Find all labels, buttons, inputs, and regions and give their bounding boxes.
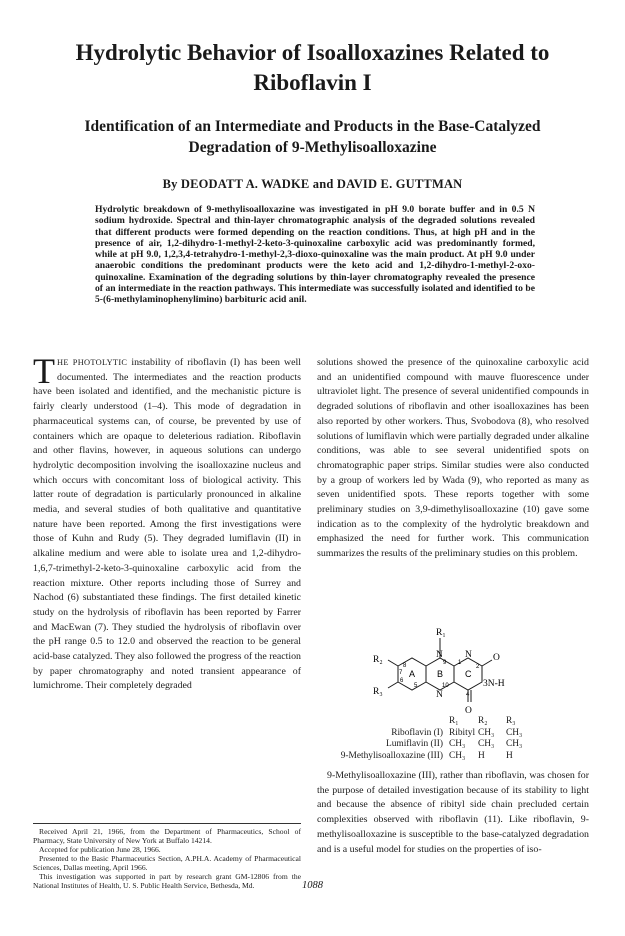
- left-column-text: instability of riboflavin (I) has been well documented. The intermediates and the reaction products have been isolated and identified, and the mechanistic picture is fairly clearly understood (1–4). This mode of degradation in pharmaceutical systems can, of course, be prevented by use of containers which are opaque to deleterious radiation. Riboflavin and other flavins, however, in aqueous solutions can undergo hydrolytic decomposition involving the isoalloxazine nucleus and which occurs with concomitant loss of biological activity. This latter route of degradation is particularly pronounced in alkaline media, and several studies of both qualitative and quantitative nature have been reported. Among the first investigations were those of Kuhn and Rudy (5). They degraded lumiflavin (II) in alkaline medium and were able to isolate urea and 1,2-dihydro-1,6,7-trimethyl-2-keto-3-quinoxaline carboxylic acid from the reaction mixture. Other reports including those of Surrey and Nachod (6) substantiated these findings. The first detailed kinetic study on the hydrolysis of riboflavin has been reported by Farrer and MacEwan (7). They studied the hydrolysis of riboflavin over the pH range 0.5 to 12.0 and observed the reaction to be general acid-base catalyzed. They also followed the progress of the reaction by paper chromatography and noted transient appearance of lumichrome. Their completely degraded: [33, 357, 301, 692]
- table-row: [317, 751, 589, 763]
- r3-value: CH₃: [506, 739, 523, 750]
- footnote-presented: Presented to the Basic Pharmaceutics Section, A.PH.A. Academy of Pharmaceutical Sciences, Dallas meeting, April 1966.: [33, 854, 301, 872]
- compound-name: Riboflavin (I): [391, 727, 443, 738]
- r3-value: CH₃: [506, 727, 523, 738]
- author-line: By DEODATT A. WADKE and DAVID E. GUTTMAN: [162, 177, 463, 191]
- r2-value: H: [478, 750, 485, 761]
- r3-label: R₃: [373, 687, 383, 697]
- abstract: Hydrolytic breakdown of 9-methylisoalloxazine was investigated in pH 9.0 borate buffer and in 0.5 N sodium hydroxide. Spectral and thin-layer chromatographic analysis of the degraded solutions revealed that different products were formed depending on the reaction conditions. Thus, at high pH and in the presence of air, 1,2-dihydro-1-methyl-2-keto-3-quinoxaline carboxylic acid was predominantly formed, while at pH 9.0, 1,2,3,4-tetrahydro-1-methyl-2,3-dioxo-quinoxaline was the main product. At pH 9.0 under anaerobic conditions the predominant products were the keto acid and 1,2-dihydro-1-methyl-2-oxo-quinoxaline. Examination of the degrading solutions by thin-layer chromatography revealed the presence of an intermediate in the reaction pathways. This intermediate was successfully isolated and identified to be 5-(6-methylaminophenylimino) barbituric acid anil.: [95, 204, 535, 306]
- table-row: [317, 728, 589, 740]
- atom-number-1: 1: [458, 660, 462, 666]
- atom-number-2: 2: [476, 664, 480, 670]
- r2-bond: [388, 660, 398, 666]
- n-right-label: N: [465, 650, 472, 660]
- ring-a-label: A: [409, 669, 416, 679]
- left-column: [33, 351, 301, 694]
- r1-value: Ribityl: [449, 727, 476, 738]
- article-subtitle: Identification of an Intermediate and Products in the Base-Catalyzed Degradation of 9-Methylisoalloxazine: [84, 118, 541, 156]
- right-column-bottom: 9-Methylisoalloxazine (III), rather than riboflavin, was chosen for the purpose of detailed investigation because of its stability to light and because the absence of ribityl side chain precluded certain complexities observed with riboflavin (11). Like riboflavin, 9-methylisoalloxazine is susceptible to the base-catalyzed degradation and is a useful model for studies on the properties of iso-: [317, 770, 589, 855]
- header-r3: R₃: [506, 716, 516, 726]
- header-r1: R₁: [449, 716, 459, 726]
- compound-name: Lumiflavin (II): [385, 739, 443, 750]
- atom-number-5: 5: [414, 683, 418, 689]
- atom-number-7: 7: [399, 670, 403, 676]
- isoalloxazine-structure: [370, 624, 545, 724]
- footnote-accepted: Accepted for publication June 28, 1966.: [39, 845, 161, 854]
- r3-bond: [388, 682, 398, 688]
- ring-c-label: C: [465, 669, 472, 679]
- article-title: Hydrolytic Behavior of Isoalloxazines Related to Riboflavin I: [75, 40, 550, 95]
- r2-value: CH₃: [478, 739, 495, 750]
- table-header-row: [317, 716, 589, 728]
- r3-value: H: [506, 750, 513, 761]
- n-bottom-label: N: [436, 690, 443, 700]
- atom-number-10: 10: [442, 683, 449, 689]
- r2-value: CH₃: [478, 727, 495, 738]
- footnote-received: Received April 21, 1966, from the Department of Pharmaceutics, School of Pharmacy, State University of New York at Buffalo 14214.: [33, 827, 301, 845]
- drop-cap: T: [33, 351, 55, 391]
- r1-value: CH₃: [449, 750, 466, 761]
- right-column-top: solutions showed the presence of the quinoxaline carboxylic acid and an unidentified compound with mauve fluorescence under ultraviolet light. The presence of several unidentified compounds in degraded solutions of riboflavin and other isoalloxazines has been also reported by other workers. Thus, Svobodova (8), who resolved solutions of lumiflavin which were partially degraded under alkaline conditions, was able to see several unidentified spots on chromatographic paper strips. Similar studies were also conducted by a group of workers led by Wada (9), who reported as many as seven unidentified spots. These reports together with some preliminary studies on 3,9-dimethylisoalloxazine (10) gave some indication as to the complexity of the hydrolytic breakdown and emphasized the need for further work. This communication summarizes the results of the preliminary studies on this problem.: [317, 357, 589, 560]
- page-number: 1088: [302, 880, 323, 891]
- header-r2: R₂: [478, 716, 488, 726]
- atom-number-9: 9: [443, 660, 447, 666]
- ring-b-label: B: [437, 669, 444, 679]
- table-row: [317, 739, 589, 751]
- compound-name: 9-Methylisoalloxazine (III): [340, 750, 443, 761]
- n-top-label: N: [436, 650, 443, 660]
- r1-label: R₁: [436, 628, 446, 638]
- atom-number-8: 8: [403, 663, 407, 669]
- r2-label: R₂: [373, 655, 383, 665]
- footnote-grant: This investigation was supported in part by research grant GM-12806 from the National Institutes of Health, U. S. Public Health Service, Bethesda, Md.: [33, 872, 301, 890]
- o-bottom-label: O: [465, 706, 472, 716]
- nh-label: 3N-H: [483, 679, 505, 689]
- o-top-label: O: [493, 653, 500, 663]
- carbonyl-bond-top: [482, 660, 492, 666]
- r1-value: CH₃: [449, 739, 466, 750]
- substituent-table: [317, 716, 589, 762]
- atom-number-6: 6: [400, 678, 404, 684]
- small-caps-opening: HE PHOTOLYTIC: [57, 358, 128, 367]
- atom-number-4: 4: [466, 692, 470, 698]
